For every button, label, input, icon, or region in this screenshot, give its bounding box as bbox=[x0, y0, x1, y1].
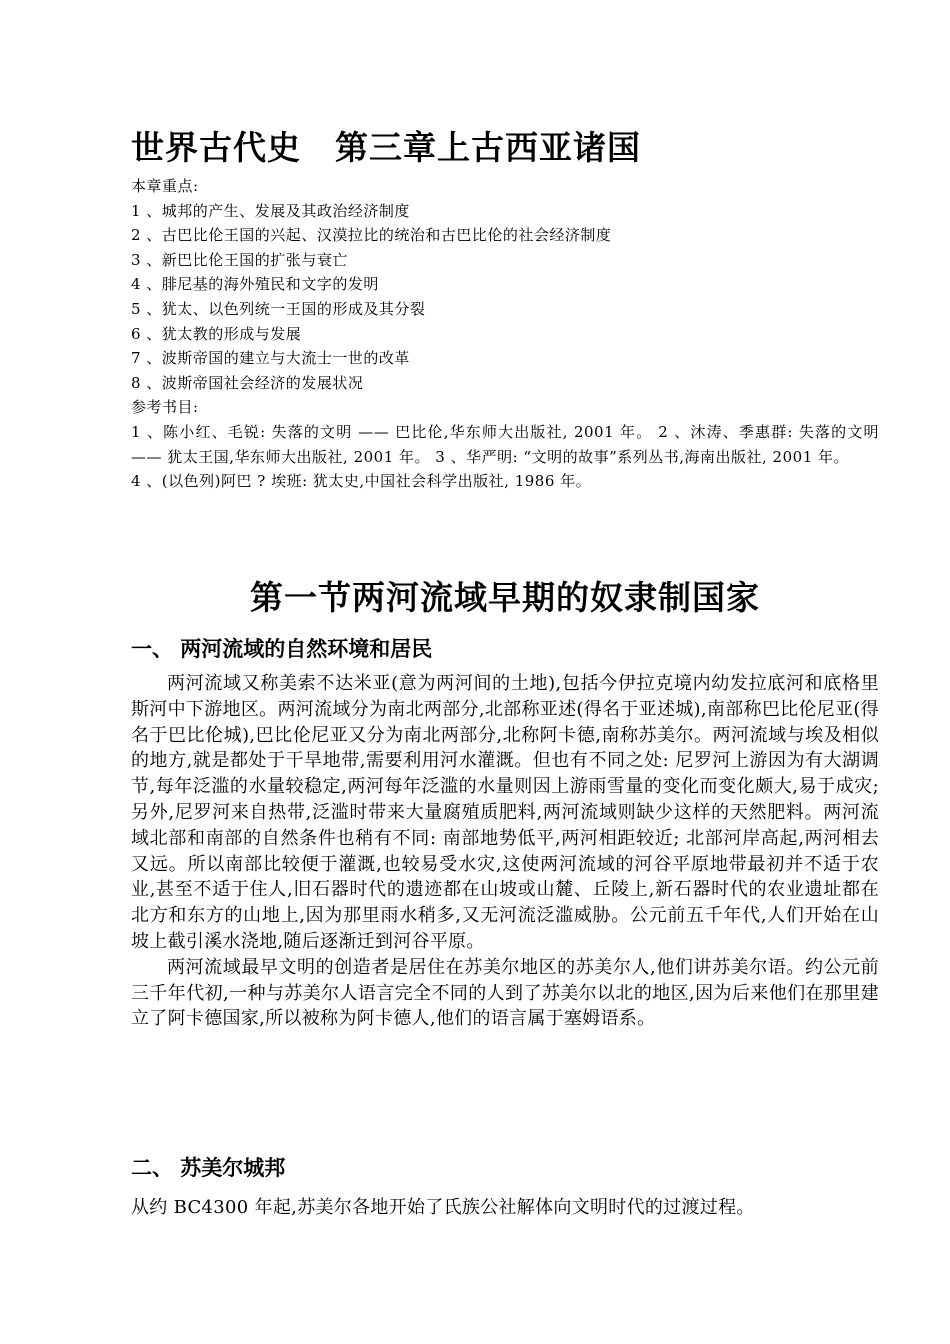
reference-item: 4 、(以色列)阿巴 ? 埃班: 犹太史,中国社会科学出版社, 1986 年。 bbox=[131, 472, 592, 491]
subsection-body bbox=[131, 671, 879, 1032]
key-point-item: 1 、城邦的产生、发展及其政治经济制度 bbox=[131, 201, 410, 220]
key-point-item: 2 、古巴比伦王国的兴起、汉漠拉比的统治和古巴比伦的社会经济制度 bbox=[131, 226, 612, 245]
subsection-heading: 二、 苏美尔城邦 bbox=[131, 1156, 286, 1180]
key-point-item: 4 、腓尼基的海外殖民和文字的发明 bbox=[131, 275, 379, 294]
body-paragraph: 两河流域又称美索不达米亚(意为两河间的土地),包括今伊拉克境内幼发拉底河和底格里斯河中下游地区。两河流域分为南北两部分,北部称亚述(得名于亚述城),南部称巴比伦尼亚(得名于巴比伦城),巴比伦尼亚又分为南北两部分,北称阿卡德,南称苏美尔。两河流域与埃及相似的地方,就是都处于干旱地带,需要利用河水灌溉。但也有不同之处: 尼罗河上游因为有大湖调节,每年泛滥的水量较稳定,两河每年泛滥的水量则因上游雨雪量的变化而变化颇大,易于成灾; 另外,尼罗河来自热带,泛滥时带来大量腐殖质肥料,两河流域则缺少这样的天然肥料。两河流域北部和南部的自然条件也稍有不同: 南部地势低平,两河相距较近; 北部河岸高起,两河相去又远。所以南部比较便于灌溉,也较易受水灾,这使两河流域的河谷平原地带最初并不适于农业,甚至不适于住人,旧石器时代的遗迹都在山坡或山麓、丘陵上,新石器时代的农业遗址都在北方和东方的山地上,因为那里雨水稍多,又无河流泛滥威胁。公元前五千年代,人们开始在山坡上截引溪水浇地,随后逐渐迁到河谷平原。 bbox=[131, 673, 879, 952]
references-paragraph: 1 、陈小红、毛锐: 失落的文明 —— 巴比伦,华东师大出版社, 2001 年。 2 、沐涛、季惠群: 失落的文明 —— 犹太王国,华东师大出版社, 2001 年。 3 、华严明: “文明的故事”系列丛书,海南出版社, 2001 年。 bbox=[131, 422, 879, 466]
key-point-item: 5 、犹太、以色列统一王国的形成及其分裂 bbox=[131, 299, 426, 318]
document-title: 世界古代史 第三章上古西亚诸国 bbox=[131, 128, 641, 167]
key-point-item: 3 、新巴比伦王国的扩张与衰亡 bbox=[131, 250, 348, 269]
body-paragraph: 两河流域最早文明的创造者是居住在苏美尔地区的苏美尔人,他们讲苏美尔语。约公元前三千年代初,一种与苏美尔人语言完全不同的人到了苏美尔以北的地区,因为后来他们在那里建立了阿卡德国家,所以被称为阿卡德人,他们的语言属于塞姆语系。 bbox=[131, 956, 879, 1030]
references-heading: 参考书目: bbox=[131, 398, 199, 417]
subsection-heading: 一、 两河流域的自然环境和居民 bbox=[131, 637, 433, 661]
document-page bbox=[131, 0, 879, 1344]
section-title: 第一节两河流域早期的奴隶制国家 bbox=[250, 578, 760, 617]
key-points-heading: 本章重点: bbox=[131, 177, 199, 195]
key-point-item: 7 、波斯帝国的建立与大流士一世的改革 bbox=[131, 349, 410, 368]
subsection-body bbox=[131, 1195, 879, 1221]
key-point-item: 6 、犹太教的形成与发展 bbox=[131, 324, 302, 343]
body-paragraph: 从约 BC4300 年起,苏美尔各地开始了氏族公社解体向文明时代的过渡过程。 bbox=[131, 1197, 755, 1218]
key-point-item: 8 、波斯帝国社会经济的发展状况 bbox=[131, 373, 364, 392]
chapter-overview bbox=[131, 174, 879, 494]
